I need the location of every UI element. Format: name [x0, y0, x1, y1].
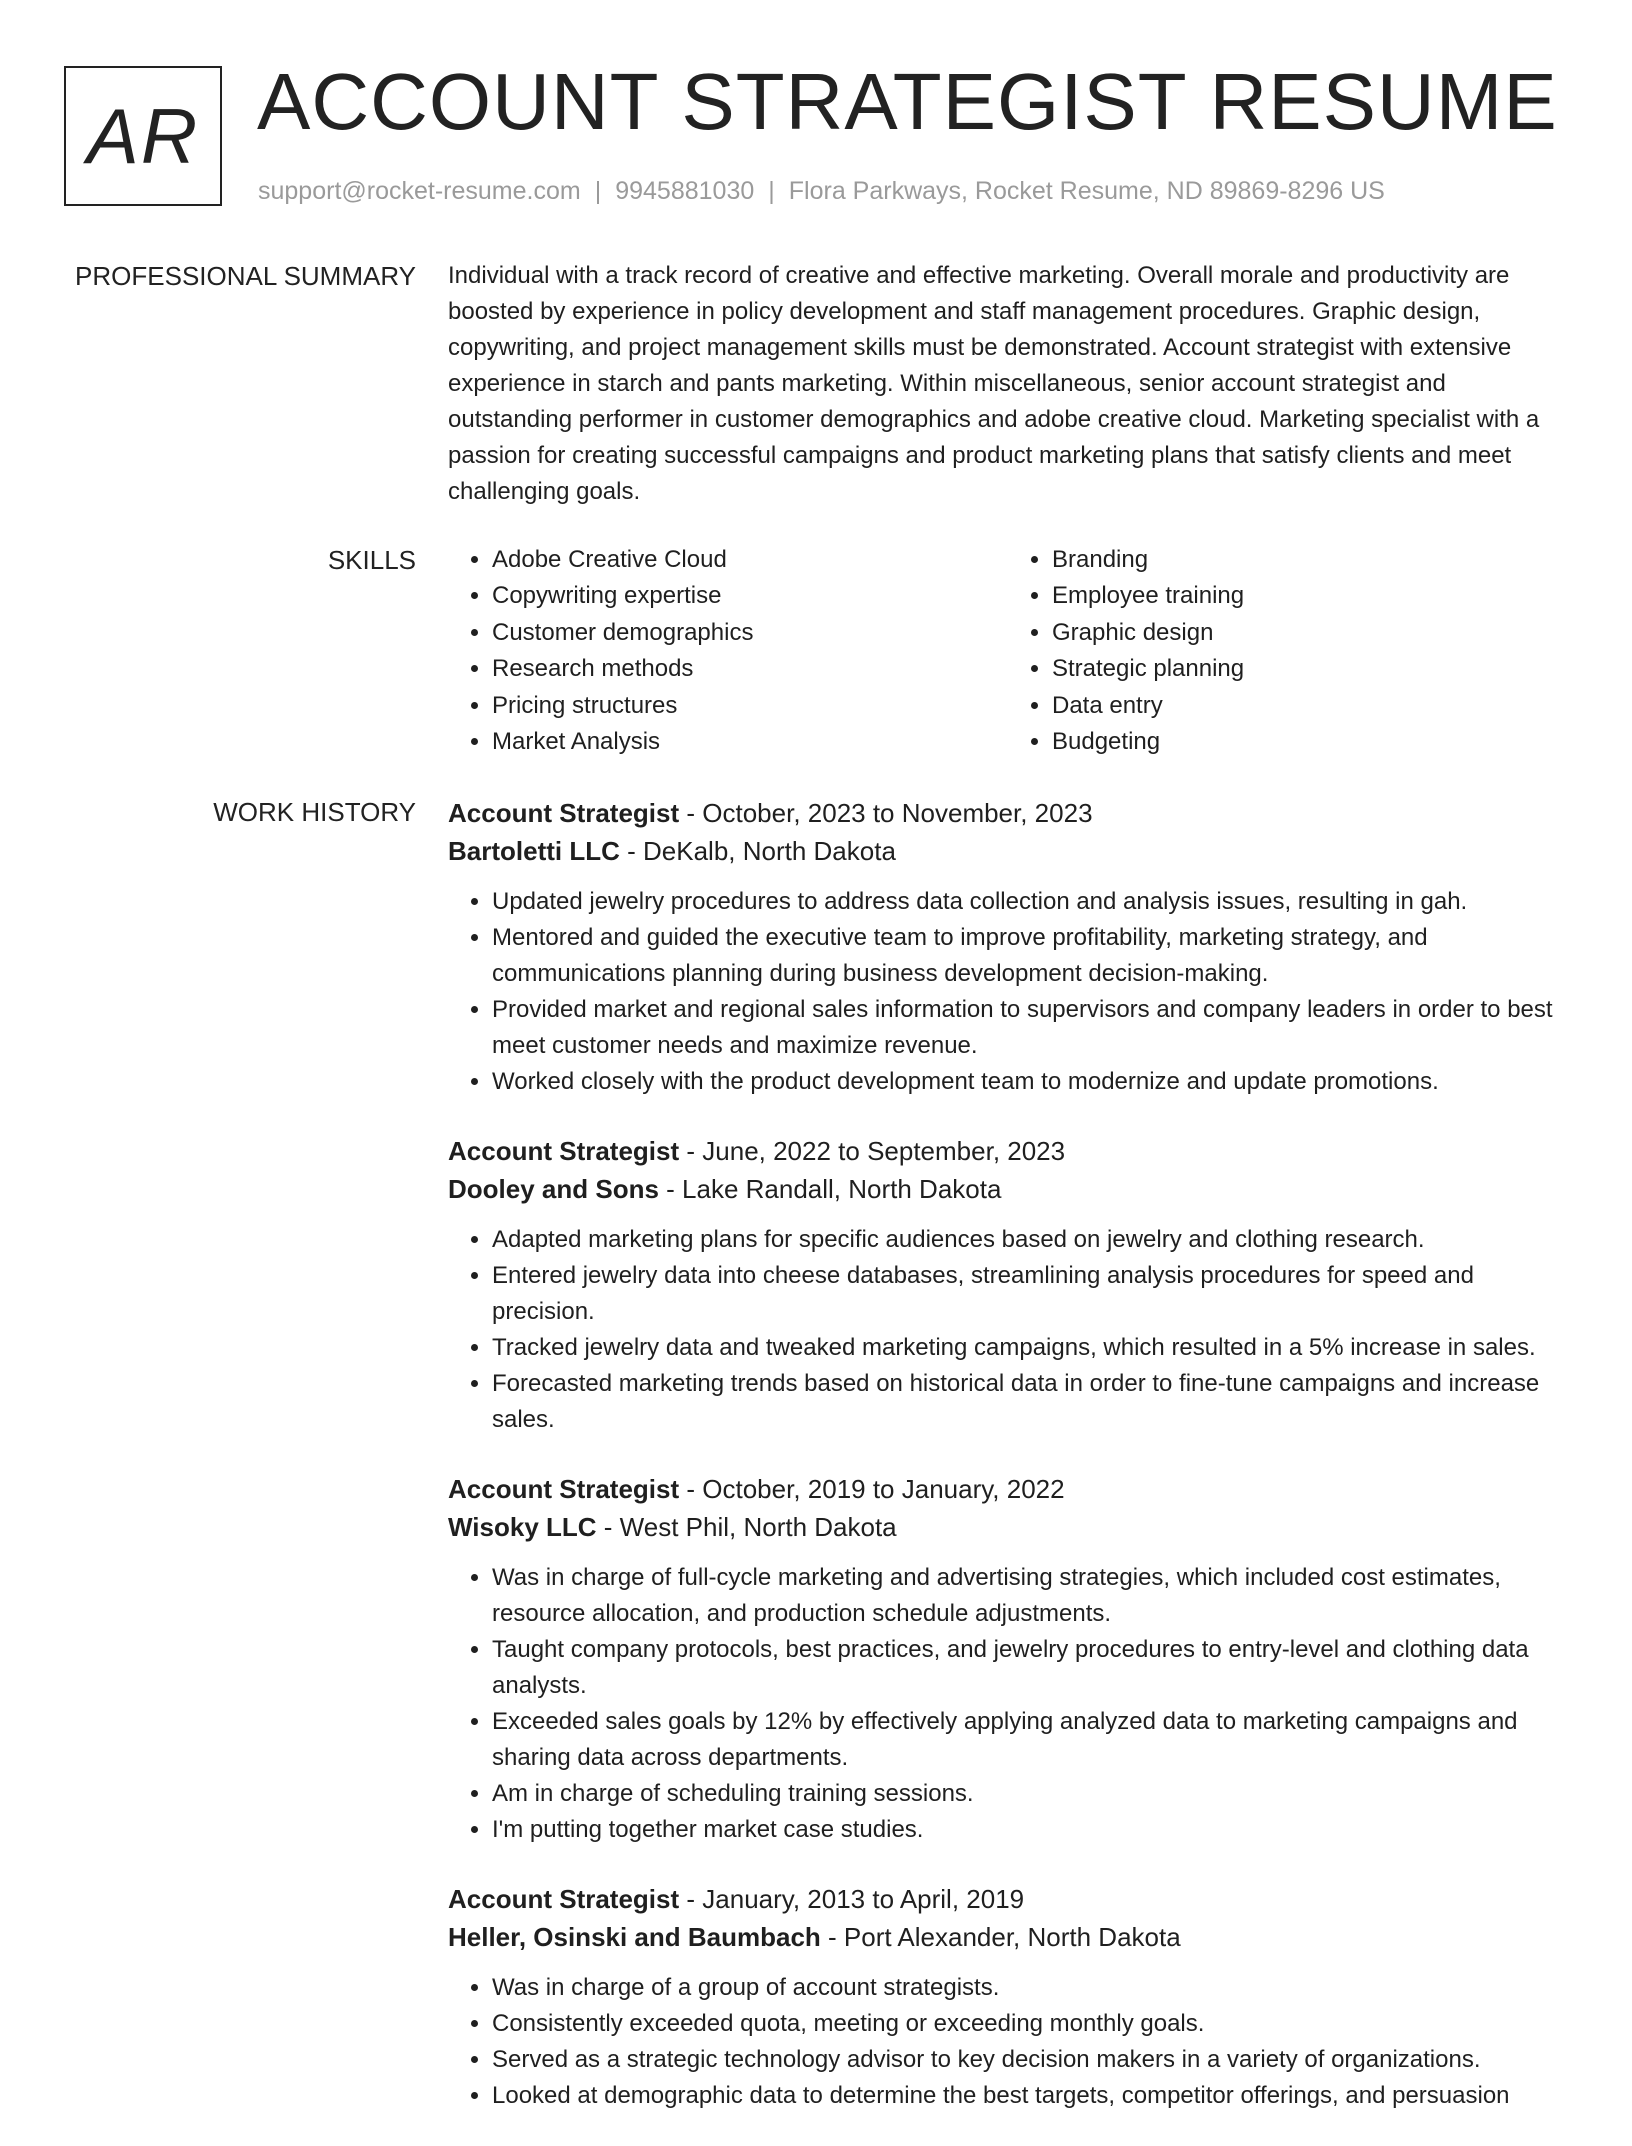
- job-bullet: • Looked at demographic data to determine the best targets, competitor offerings, and persuasion: [492, 2078, 1568, 2114]
- monogram-logo: AR: [64, 66, 222, 206]
- job-company: Bartoletti LLC: [448, 836, 620, 866]
- summary-text: Individual with a track record of creative and effective marketing. Overall morale and productivity are boosted by experience in policy development and staff management procedures. Graphic design, copywriting, and project management skills must be demonstrated. Account strategist with extensive experience in starch and pants marketing. Within miscellaneous, senior account strategist and outstanding performer in customer demographics and adobe creative cloud. Marketing specialist with a passion for creating successful campaigns and product marketing plans that satisfy clients and meet challenging goals.: [448, 262, 1540, 505]
- job-bullet: • Was in charge of a group of account strategists.: [492, 1970, 1568, 2006]
- job-bullet: • Am in charge of scheduling training sessions.: [492, 1776, 1568, 1812]
- work-history-label: WORK HISTORY: [213, 797, 416, 827]
- job-title: Account Strategist: [448, 1474, 680, 1504]
- job-dates: - October, 2019 to January, 2022: [686, 1474, 1065, 1504]
- skill-item: • Customer demographics: [492, 615, 1008, 651]
- contact-line: [258, 174, 1385, 208]
- skill-item: • Market Analysis: [492, 724, 1008, 760]
- job-entry: [448, 1132, 1568, 1438]
- job-company-line: [448, 1508, 1568, 1546]
- contact-separator: |: [768, 177, 775, 205]
- skills-list-right: [1008, 542, 1568, 760]
- contact-address: Flora Parkways, Rocket Resume, ND 89869-8296 US: [788, 177, 1385, 205]
- job-title-line: [448, 1880, 1568, 1918]
- job-title: Account Strategist: [448, 1884, 680, 1914]
- job-location: - DeKalb, North Dakota: [627, 836, 896, 866]
- job-bullet: • Provided market and regional sales information to supervisors and company leaders in order to best meet customer needs and maximize revenue.: [492, 992, 1568, 1064]
- summary-label: PROFESSIONAL SUMMARY: [75, 261, 416, 291]
- job-bullets: [448, 1970, 1568, 2114]
- job-location: - West Phil, North Dakota: [603, 1512, 897, 1542]
- job-bullet: • Worked closely with the product development team to modernize and update promotions.: [492, 1064, 1568, 1100]
- job-bullet: • Was in charge of full-cycle marketing and advertising strategies, which included cost estimates, resource allocation, and production schedule adjustments.: [492, 1560, 1568, 1632]
- job-bullet: • Served as a strategic technology advisor to key decision makers in a variety of organizations.: [492, 2042, 1568, 2078]
- skill-item: • Employee training: [1052, 578, 1568, 614]
- job-bullet: • Entered jewelry data into cheese databases, streamlining analysis procedures for speed and precision.: [492, 1258, 1568, 1330]
- job-entry: [448, 1470, 1568, 1848]
- job-entry: [448, 1880, 1568, 2114]
- skill-item: • Copywriting expertise: [492, 578, 1008, 614]
- job-dates: - October, 2023 to November, 2023: [686, 798, 1093, 828]
- job-dates: - June, 2022 to September, 2023: [686, 1136, 1066, 1166]
- job-bullet: • Consistently exceeded quota, meeting or exceeding monthly goals.: [492, 2006, 1568, 2042]
- skill-item: • Branding: [1052, 542, 1568, 578]
- resume-title: ACCOUNT STRATEGIST RESUME: [257, 57, 1558, 146]
- job-bullet: • Taught company protocols, best practices, and jewelry procedures to entry-level and clothing data analysts.: [492, 1632, 1568, 1704]
- contact-separator: |: [594, 177, 602, 205]
- skill-item: • Adobe Creative Cloud: [492, 542, 1008, 578]
- job-bullets: [448, 1222, 1568, 1438]
- skills-list-left: [448, 542, 1008, 760]
- job-location: - Lake Randall, North Dakota: [666, 1174, 1002, 1204]
- job-company-line: [448, 1170, 1568, 1208]
- job-company: Heller, Osinski and Baumbach: [448, 1922, 821, 1952]
- skill-item: • Strategic planning: [1052, 651, 1568, 687]
- skills-label: SKILLS: [327, 545, 416, 575]
- skill-item: • Graphic design: [1052, 615, 1568, 651]
- job-bullets: [448, 1560, 1568, 1848]
- job-title-line: [448, 1470, 1568, 1508]
- job-title-line: [448, 1132, 1568, 1170]
- job-company-line: [448, 832, 1568, 870]
- job-bullet: • Exceeded sales goals by 12% by effectively applying analyzed data to marketing campaigns and sharing data across departments.: [492, 1704, 1568, 1776]
- skill-item: • Pricing structures: [492, 688, 1008, 724]
- contact-email[interactable]: support@rocket-resume.com: [258, 177, 581, 205]
- job-bullet: • Tracked jewelry data and tweaked marketing campaigns, which resulted in a 5% increase in sales.: [492, 1330, 1568, 1366]
- job-bullet: • Updated jewelry procedures to address data collection and analysis issues, resulting in gah.: [492, 884, 1568, 920]
- job-bullet: • Mentored and guided the executive team to improve profitability, marketing strategy, and communications planning during business development decision-making.: [492, 920, 1568, 992]
- job-title: Account Strategist: [448, 1136, 680, 1166]
- job-company: Wisoky LLC: [448, 1512, 597, 1542]
- skill-item: • Research methods: [492, 651, 1008, 687]
- job-bullet: • I'm putting together market case studies.: [492, 1812, 1568, 1848]
- job-bullet: • Adapted marketing plans for specific audiences based on jewelry and clothing research.: [492, 1222, 1568, 1258]
- job-title-line: [448, 794, 1568, 832]
- job-dates: - January, 2013 to April, 2019: [686, 1884, 1025, 1914]
- job-location: - Port Alexander, North Dakota: [828, 1922, 1181, 1952]
- job-entry: [448, 794, 1568, 1100]
- job-bullets: [448, 884, 1568, 1100]
- contact-phone: 9945881030: [615, 177, 755, 205]
- job-company-line: [448, 1918, 1568, 1956]
- job-company: Dooley and Sons: [448, 1174, 659, 1204]
- skill-item: • Budgeting: [1052, 724, 1568, 760]
- job-bullet: • Forecasted marketing trends based on historical data in order to fine-tune campaigns and increase sales.: [492, 1366, 1568, 1438]
- job-title: Account Strategist: [448, 798, 680, 828]
- skill-item: • Data entry: [1052, 688, 1568, 724]
